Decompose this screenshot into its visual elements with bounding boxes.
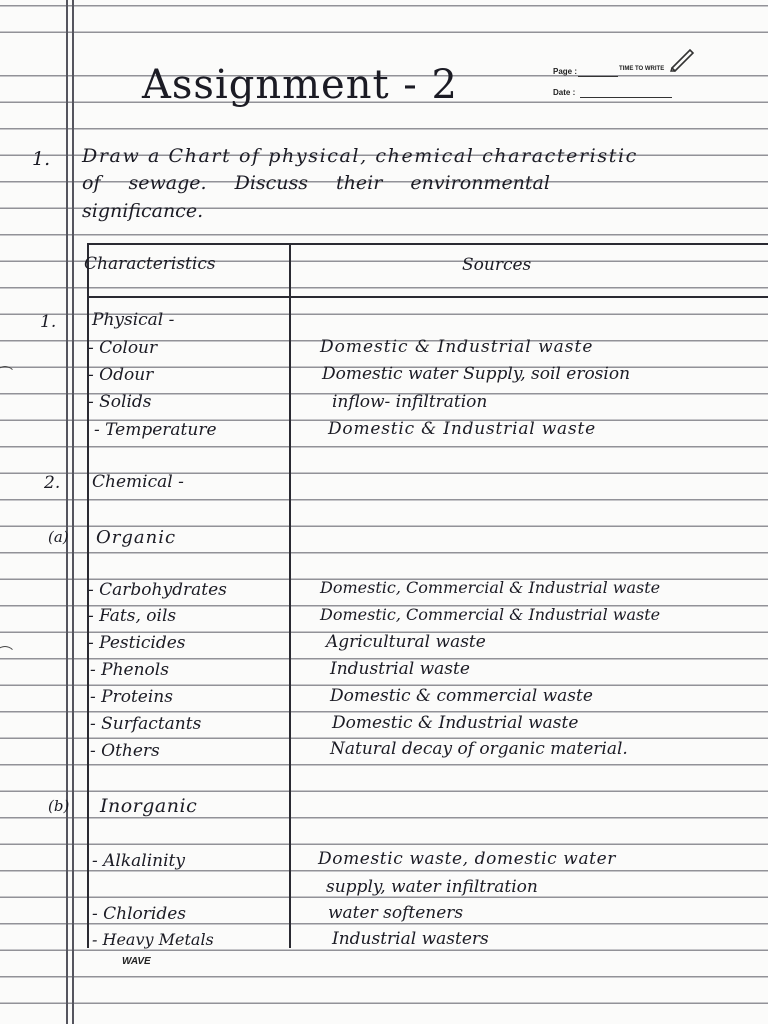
date-label: Date : xyxy=(553,88,576,97)
subsection-label: (b) xyxy=(48,797,70,815)
question-line: of sewage. Discuss their environmental xyxy=(82,172,550,194)
source-item: inflow- infiltration xyxy=(332,392,488,412)
column-header-sources: Sources xyxy=(462,255,532,275)
source-item: Industrial wasters xyxy=(332,929,489,949)
question-line: Draw a Chart of physical, chemical characteristic xyxy=(82,145,638,167)
margin-line xyxy=(66,0,68,1024)
characteristic-item: - Pesticides xyxy=(88,633,186,653)
source-item: Agricultural waste xyxy=(326,632,486,652)
source-item: Domestic & Industrial waste xyxy=(320,337,594,357)
characteristic-item: - Others xyxy=(90,741,160,761)
page-title: Assignment - 2 xyxy=(142,62,458,108)
characteristic-item: - Proteins xyxy=(90,687,173,707)
date-blank xyxy=(580,97,672,98)
characteristic-item: - Fats, oils xyxy=(88,606,177,626)
characteristic-item: - Carbohydrates xyxy=(88,580,227,600)
section-heading-chemical: Chemical - xyxy=(92,472,184,492)
section-number: 1. xyxy=(40,312,57,332)
characteristic-item: - Odour xyxy=(88,365,154,385)
source-item: Domestic, Commercial & Industrial waste xyxy=(320,605,661,624)
source-item: Domestic water Supply, soil erosion xyxy=(322,364,631,384)
characteristic-item: - Phenols xyxy=(90,660,169,680)
table-header-rule xyxy=(87,296,768,298)
page-label: Page : xyxy=(553,67,578,76)
source-item: Industrial waste xyxy=(330,659,470,679)
section-number: 2. xyxy=(44,473,61,493)
characteristic-item: - Chlorides xyxy=(92,904,187,924)
punch-hole xyxy=(0,646,16,668)
section-heading-physical: Physical - xyxy=(92,310,175,330)
source-item: Natural decay of organic material. xyxy=(330,739,628,759)
source-item: Domestic waste, domestic water xyxy=(318,849,616,869)
punch-hole xyxy=(0,366,16,388)
characteristic-item: - Temperature xyxy=(94,420,217,440)
source-item: Domestic & Industrial waste xyxy=(328,419,596,439)
margin-line xyxy=(72,0,74,1024)
footer-brand: WAVE xyxy=(122,956,151,967)
column-header-characteristics: Characteristics xyxy=(84,254,216,274)
characteristic-item: - Alkalinity xyxy=(92,851,185,871)
subsection-heading-inorganic: Inorganic xyxy=(100,795,198,817)
characteristic-item: - Colour xyxy=(88,338,158,358)
source-item: supply, water infiltration xyxy=(326,877,538,897)
source-item: water softeners xyxy=(328,903,464,923)
subsection-label: (a) xyxy=(48,528,69,546)
page-blank xyxy=(578,76,618,77)
source-item: Domestic, Commercial & Industrial waste xyxy=(320,578,661,597)
table-column-divider xyxy=(289,243,291,948)
characteristic-item: - Surfactants xyxy=(90,714,202,734)
table-top-border xyxy=(87,243,768,245)
characteristic-item: - Solids xyxy=(88,392,152,412)
pen-icon xyxy=(668,44,696,76)
source-item: Domestic & Industrial waste xyxy=(332,713,579,733)
characteristic-item: - Heavy Metals xyxy=(92,930,214,949)
subsection-heading-organic: Organic xyxy=(96,527,177,548)
question-line: significance. xyxy=(82,200,204,222)
question-number: 1. xyxy=(32,148,51,170)
source-item: Domestic & commercial waste xyxy=(330,686,593,706)
brand-label: TIME TO WRITE xyxy=(619,66,665,72)
